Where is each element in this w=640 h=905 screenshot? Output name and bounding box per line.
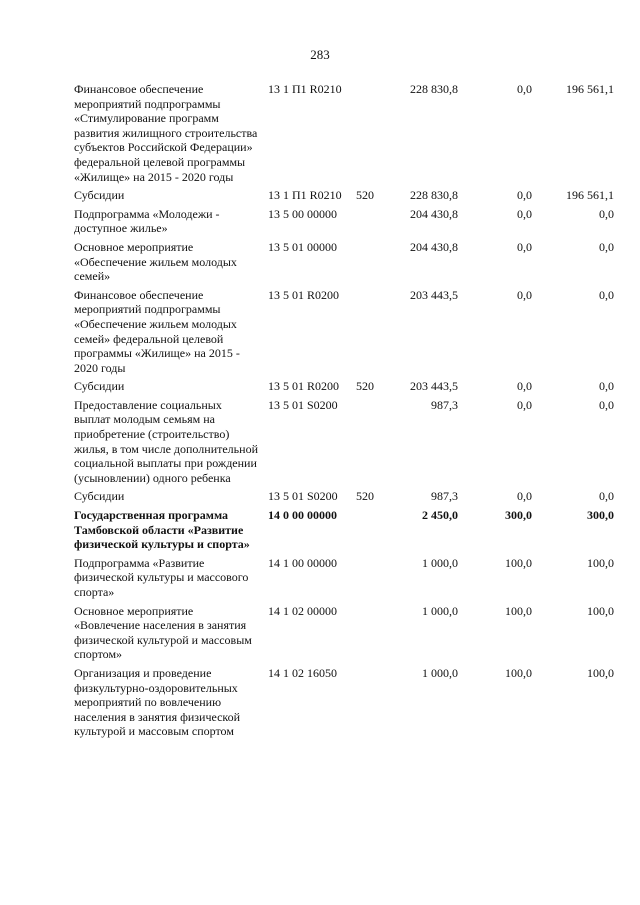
row-expense-type: 520	[356, 188, 374, 203]
row-code: 14 1 02 16050	[268, 665, 337, 680]
row-name: Финансовое обеспечение мероприятий подпрограммы «Обеспечение жильем молодых семей» федеральной целевой программы «Жилище» на 2015 - 2020 годы	[74, 287, 240, 375]
row-expense-type	[356, 288, 384, 380]
row-code: 13 1 П1 R0210	[268, 82, 342, 96]
row-expense-type	[356, 398, 384, 490]
row-expense-type	[356, 666, 384, 743]
row-amount-year2: 100,0	[505, 665, 532, 680]
table-row	[74, 604, 614, 666]
row-amount-year1: 203 443,5	[410, 379, 458, 394]
row-expense-type	[356, 604, 384, 666]
row-amount-year2: 0,0	[517, 82, 532, 96]
row-amount-year2: 100,0	[505, 603, 532, 618]
row-amount-year1: 987,3	[431, 397, 458, 412]
row-amount-year1: 204 430,8	[410, 239, 458, 254]
table-row	[74, 379, 614, 398]
row-code: 13 5 00 00000	[268, 206, 337, 221]
row-name: Основное мероприятие «Обеспечение жильем молодых семей»	[74, 239, 237, 284]
row-amount-year3: 300,0	[587, 508, 614, 523]
row-code: 13 1 П1 R0210	[268, 188, 342, 203]
row-amount-year1: 1 000,0	[422, 665, 458, 680]
table-row	[74, 489, 614, 508]
row-amount-year2: 0,0	[517, 188, 532, 203]
row-amount-year3: 0,0	[599, 287, 614, 302]
row-code: 13 5 01 S0200	[268, 397, 338, 412]
row-amount-year2: 0,0	[517, 287, 532, 302]
table-row	[74, 508, 614, 556]
row-amount-year2: 0,0	[517, 239, 532, 254]
table-row	[74, 188, 614, 207]
row-expense-type	[356, 508, 384, 556]
row-amount-year3: 0,0	[599, 239, 614, 254]
row-code: 14 0 00 00000	[268, 508, 337, 523]
row-amount-year1: 204 430,8	[410, 206, 458, 221]
row-name: Подпрограмма «Развитие физической культуры и массового спорта»	[74, 555, 249, 599]
row-amount-year1: 1 000,0	[422, 555, 458, 570]
row-code: 14 1 00 00000	[268, 555, 337, 570]
budget-table-container	[74, 82, 614, 743]
table-row	[74, 288, 614, 380]
row-amount-year3: 100,0	[587, 665, 614, 680]
row-name: Основное мероприятие «Вовлечение населения в занятия физической культурой и массовым спортом»	[74, 603, 252, 662]
row-amount-year3: 100,0	[587, 555, 614, 570]
row-name: Подпрограмма «Молодежи - доступное жилье»	[74, 206, 220, 236]
row-amount-year3: 0,0	[599, 379, 614, 394]
row-name: Предоставление социальных выплат молодым семьям на приобретение (строительство) жилья, в том числе дополнительной социальной выплаты при рождении (усыновлении) одного ребенка	[74, 397, 258, 485]
row-amount-year1: 203 443,5	[410, 287, 458, 302]
row-code: 13 5 01 R0200	[268, 379, 340, 394]
row-amount-year1: 228 830,8	[410, 188, 458, 203]
row-amount-year1: 2 450,0	[422, 508, 458, 523]
row-name: Финансовое обеспечение мероприятий подпрограммы «Стимулирование программ развития жилищного строительства субъектов Российской Федерации» федеральной целевой программы «Жилище» на 2015 - 2020 годы	[74, 82, 258, 184]
row-amount-year3: 100,0	[587, 603, 614, 618]
row-code: 13 5 01 00000	[268, 239, 337, 254]
row-expense-type	[356, 240, 384, 288]
page-number: 283	[310, 47, 330, 62]
row-amount-year2: 0,0	[517, 206, 532, 221]
table-row	[74, 207, 614, 240]
row-name: Субсидии	[74, 379, 125, 394]
row-expense-type	[356, 556, 384, 604]
table-row	[74, 398, 614, 490]
row-name: Субсидии	[74, 188, 125, 203]
budget-table	[74, 82, 614, 743]
row-amount-year3: 0,0	[599, 489, 614, 504]
row-expense-type	[356, 207, 384, 240]
row-amount-year2: 0,0	[517, 489, 532, 504]
row-amount-year1: 1 000,0	[422, 603, 458, 618]
row-expense-type	[356, 82, 384, 188]
row-code: 13 5 01 S0200	[268, 489, 338, 504]
row-name: Субсидии	[74, 489, 125, 504]
row-code: 13 5 01 R0200	[268, 287, 340, 302]
table-row	[74, 240, 614, 288]
table-row	[74, 82, 614, 188]
row-amount-year2: 300,0	[505, 508, 532, 523]
row-code: 14 1 02 00000	[268, 603, 337, 618]
row-expense-type: 520	[356, 379, 374, 394]
row-amount-year3: 0,0	[599, 397, 614, 412]
row-amount-year3: 196 561,1	[566, 188, 614, 203]
row-amount-year2: 100,0	[505, 555, 532, 570]
row-name: Государственная программа Тамбовской области «Развитие физической культуры и спорта»	[74, 508, 250, 552]
row-expense-type: 520	[356, 489, 374, 504]
row-amount-year1: 987,3	[431, 489, 458, 504]
row-amount-year1: 228 830,8	[410, 82, 458, 96]
row-amount-year3: 196 561,1	[566, 82, 614, 96]
table-row	[74, 666, 614, 743]
row-amount-year2: 0,0	[517, 397, 532, 412]
row-amount-year2: 0,0	[517, 379, 532, 394]
row-amount-year3: 0,0	[599, 206, 614, 221]
row-name: Организация и проведение физкультурно-оздоровительных мероприятий по вовлечению населения в занятия физической культурой и массовым спортом	[74, 665, 241, 739]
table-row	[74, 556, 614, 604]
